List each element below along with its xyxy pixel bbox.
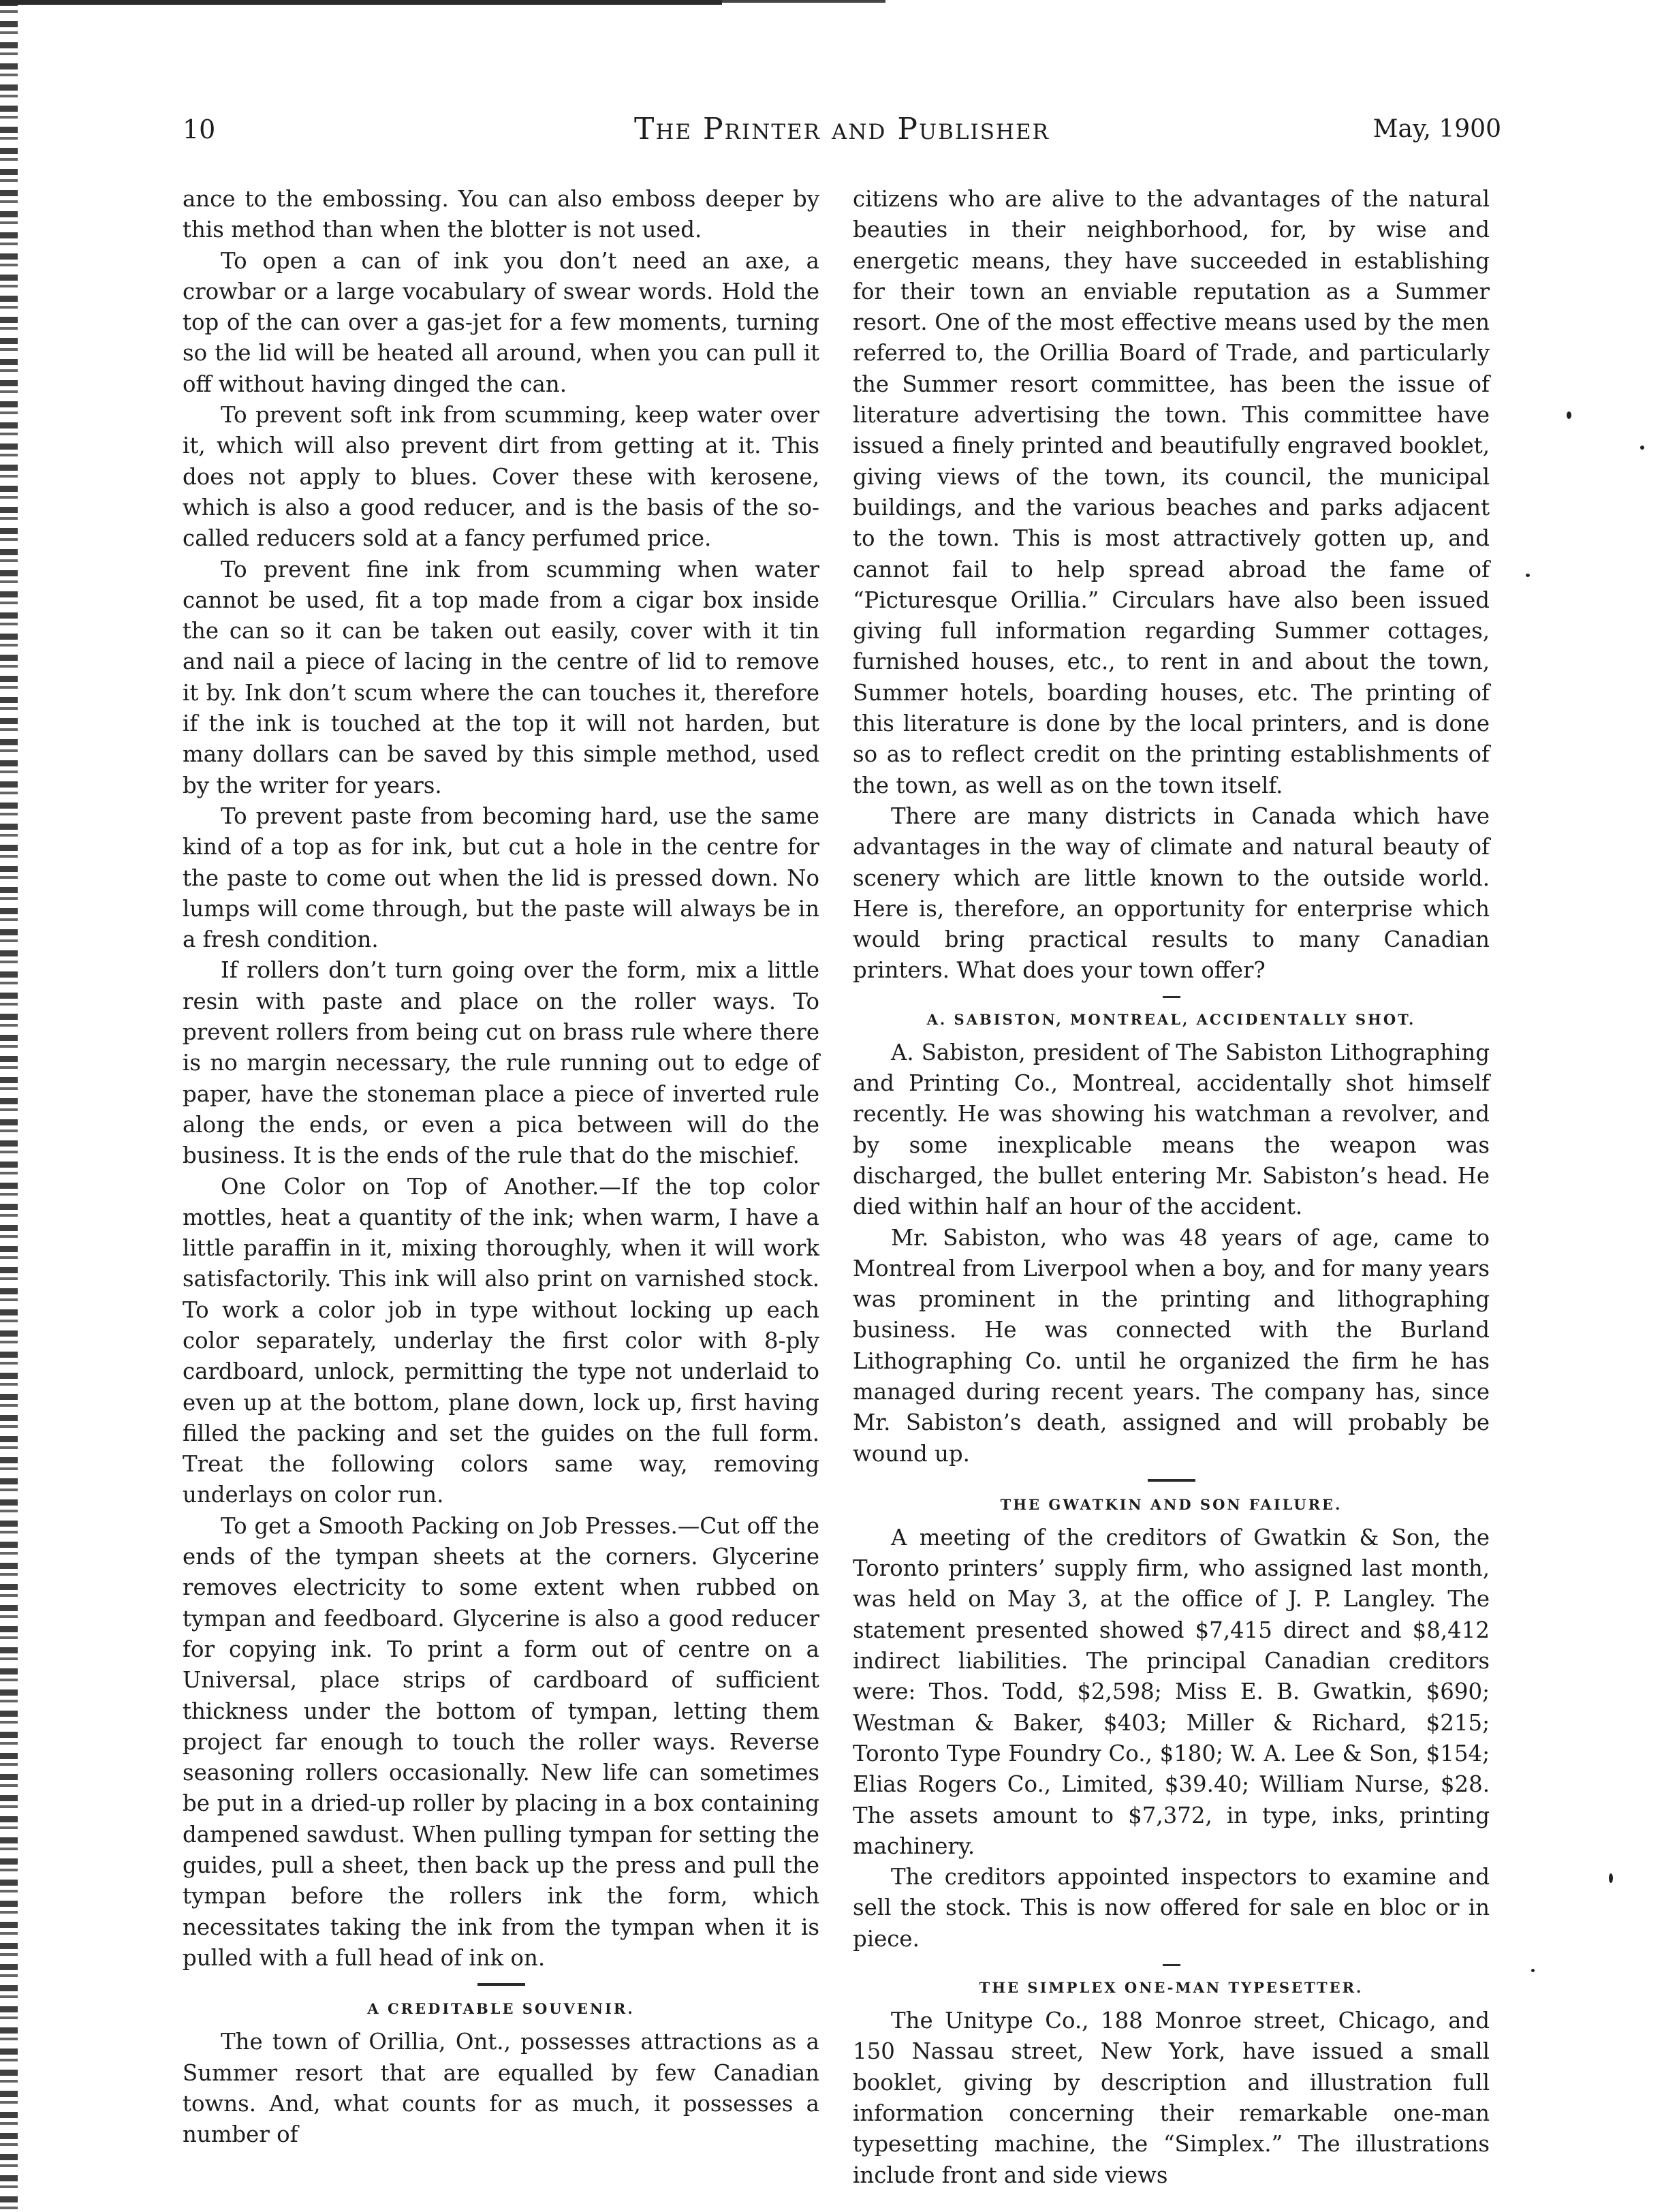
paragraph: The town of Orillia, Ont., possesses attractions as a Summer resort that are equalled by few Canadian towns. And, what counts for as much, it possesses a number of: [183, 2029, 819, 2148]
paragraph: To prevent soft ink from scumming, keep water over it, which will also prevent dirt from getting at it. This does not apply to blues. Cover these with kerosene, which is also a good reducer, and is the basis of the so-called reducers sold at a fancy perfumed price.: [183, 402, 819, 552]
scan-speck: [1567, 411, 1571, 419]
scan-top-shadow-thin: [722, 0, 885, 3]
section-divider: [1163, 996, 1180, 998]
scan-top-shadow: [0, 0, 722, 5]
paragraph: ance to the embossing. You can also emboss deeper by this method than when the blotter is not used.: [183, 186, 819, 243]
right-column: [853, 184, 1490, 2191]
running-header: [183, 110, 1501, 149]
paragraph: To prevent fine ink from scumming when water cannot be used, fit a top made from a cigar box inside the can so it can be taken out easily, cover with it tin and nail a piece of lacing in the centre of lid to remove it by. Ink don’t scum where the can touches it, therefore if the ink is touched at the top it will not harden, but many dollars can be saved by this simple method, used by the writer for years.: [183, 556, 819, 798]
scan-speck: [1526, 574, 1530, 577]
paragraph: The Unitype Co., 188 Monroe street, Chicago, and 150 Nassau street, New York, have issued a small booklet, giving by description and illustration full information concerning their remarkable one-man typesetting machine, the “Simplex.” The illustrations include front and side views: [853, 2008, 1490, 2188]
paragraph: A meeting of the creditors of Gwatkin & Son, the Toronto printers’ supply firm, who assigned last month, was held on May 3, at the office of J. P. Langley. The statement presented showed $7,415 direct and $8,412 indirect liabilities. The principal Canadian creditors were: Thos. Todd, $2,598; Miss E. B. Gwatkin, $690; Westman & Baker, $403; Miller & Richard, $215; Toronto Type Foundry Co., $180; W. A. Lee & Son, $154; Elias Rogers Co., Limited, $39.40; William Nurse, $28. The assets amount to $7,372, in type, inks, printing machinery.: [853, 1524, 1490, 1859]
paragraph: citizens who are alive to the advantages of the natural beauties in their neighborhood, for, by wise and energetic means, they have succeeded in establishing for their town an enviable reputation as a Summer resort. One of the most effective means used by the men referred to, the Orillia Board of Trade, and particularly the Summer resort committee, has been the issue of literature advertising the town. This committee have issued a finely printed and beautifully engraved booklet, giving views of the town, its council, the municipal buildings, and the various beaches and parks adjacent to the town. This is most attractively gotten up, and cannot fail to help spread abroad the fame of “Picturesque Orillia.” Circulars have also been issued giving full information regarding Summer cottages, furnished houses, etc., to rent in and about the town, Summer hotels, boarding houses, etc. The printing of this literature is done by the local printers, and is done so as to reflect credit on the printing establishments of the town, as well as on the town itself.: [853, 186, 1490, 798]
paragraph: To open a can of ink you don’t need an axe, a crowbar or a large vocabulary of swear words. Hold the top of the can over a gas-jet for a few moments, turning so the lid will be heated all around, when you can pull it off without having dinged the can.: [183, 247, 819, 397]
issue-date: May, 1900: [1372, 115, 1501, 143]
scan-speck: [1531, 1969, 1535, 1972]
paragraph: There are many districts in Canada which have advantages in the way of climate and natural beauty of scenery which are little known to the outside world. Here is, therefore, an opportunity for enterprise which would bring practical results to many Canadian printers. What does your town offer?: [853, 803, 1490, 984]
paragraph: If rollers don’t turn going over the form, mix a little resin with paste and place on the roller ways. To prevent rollers from being cut on brass rule where there is no margin necessary, the rule running out to edge of paper, have the stoneman place a piece of inverted rule along the ends, or even a pica between will do the business. It is the ends of the rule that do the mischief.: [183, 957, 819, 1169]
section-divider: [1148, 1479, 1195, 1482]
scan-edge-shadow: [0, 0, 18, 2212]
paragraph: To get a Smooth Packing on Job Presses.—Cut off the ends of the tympan sheets at the corners. Glycerine removes electricity to some extent when rubbed on tympan and feedboard. Glycerine is also a good reducer for copying ink. To print a form out of centre on a Universal, place strips of cardboard of sufficient thickness under the bottom of tympan, letting them project far enough to touch the roller ways. Reverse seasoning rollers occasionally. New life can sometimes be put in a dried-up roller by placing in a box containing dampened sawdust. When pulling tympan for setting the guides, pull a sheet, then back up the press and pull the tympan before the rollers ink the form, which necessitates taking the ink from the tympan when it is pulled with a full head of ink on.: [183, 1512, 819, 1971]
section-divider: [1163, 1964, 1180, 1966]
journal-title: The Printer and Publisher: [634, 112, 1050, 146]
section-heading-sabiston: A. SABISTON, MONTREAL, ACCIDENTALLY SHOT.: [926, 1010, 1416, 1028]
paragraph: Mr. Sabiston, who was 48 years of age, came to Montreal from Liverpool when a boy, and for many years was prominent in the printing and lithographing business. He was connected with the Burland Lithographing Co. until he organized the firm he has managed during recent years. The company has, since Mr. Sabiston’s death, assigned and will probably be wound up.: [853, 1224, 1490, 1467]
paragraph: A. Sabiston, president of The Sabiston Lithographing and Printing Co., Montreal, accidentally shot himself recently. He was showing his watchman a revolver, and by some inexplicable means the weapon was discharged, the bullet entering Mr. Sabiston’s head. He died within half an hour of the accident.: [853, 1039, 1490, 1220]
section-heading-souvenir: A CREDITABLE SOUVENIR.: [367, 2000, 635, 2018]
page-number: 10: [183, 114, 216, 144]
paragraph: The creditors appointed inspectors to examine and sell the stock. This is now offered for sale en bloc or in piece.: [853, 1864, 1490, 1952]
section-heading-simplex: THE SIMPLEX ONE-MAN TYPESETTER.: [979, 1979, 1364, 1997]
left-column: [183, 184, 819, 2150]
scan-speck: [1640, 446, 1644, 450]
section-heading-gwatkin: THE GWATKIN AND SON FAILURE.: [1000, 1495, 1343, 1513]
paragraph: To prevent paste from becoming hard, use the same kind of a top as for ink, but cut a hole in the centre for the paste to come out when the lid is pressed down. No lumps will come through, but the paste will always be in a fresh condition.: [183, 803, 819, 953]
paragraph: One Color on Top of Another.—If the top color mottles, heat a quantity of the ink; when warm, I have a little paraffin in it, mixing thoroughly, when it will work satisfactorily. This ink will also print on varnished stock. To work a color job in type without locking up each color separately, underlay the first color with 8-ply cardboard, unlock, permitting the type not underlaid to even up at the bottom, plane down, lock up, first having filled the packing and set the guides on the full form. Treat the following colors same way, removing underlays on color run.: [183, 1173, 819, 1508]
section-divider: [477, 1983, 525, 1986]
scan-speck: [1609, 1873, 1613, 1883]
